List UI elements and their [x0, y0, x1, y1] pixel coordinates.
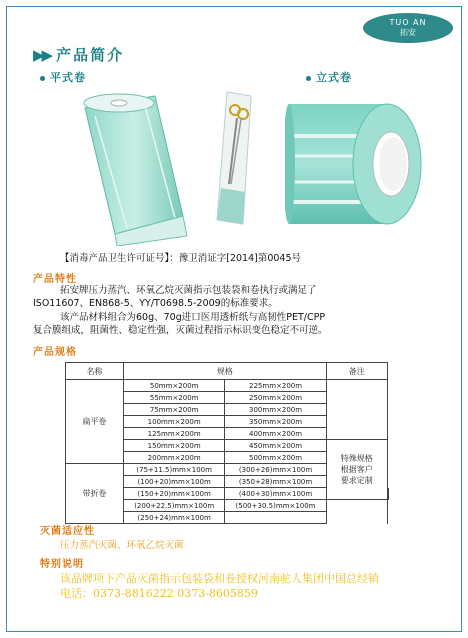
subheading-standing-roll: 立式卷 [306, 69, 352, 85]
table-cell: (350+28)mm×100m [225, 476, 326, 488]
table-cell: (75+11.5)mm×100m [124, 464, 225, 476]
table-cell: 150mm×200m [124, 440, 225, 452]
brand-logo [363, 13, 453, 43]
table-cell: (400+30)mm×100m [225, 488, 326, 500]
row-label-flat-roll: 扁平卷 [66, 380, 124, 464]
pouch-with-scissors-image [205, 88, 265, 228]
special-heading: 特别说明 [40, 559, 84, 570]
features-line-2: ISO11607、EN868-5、YY/T0698.5-2009的标准要求。 [33, 298, 278, 309]
table-cell: 225mm×200m [225, 380, 326, 392]
features-heading: 产品特性 [33, 274, 77, 285]
table-cell: (100+20)mm×100m [124, 476, 225, 488]
page-title: 产品简介 [56, 46, 125, 64]
table-cell: (300+26)mm×100m [225, 464, 326, 476]
table-cell: 55mm×200m [124, 392, 225, 404]
table-cell [225, 512, 326, 524]
table-cell: 125mm×200m [124, 428, 225, 440]
special-line-2: 电话：0373-8816222 0373-8605859 [60, 587, 258, 600]
table-cell: 200mm×200m [124, 452, 225, 464]
table-cell: 400mm×200m [225, 428, 326, 440]
table-cell: (200+22.5)mm×100m [124, 500, 225, 512]
spec-table [65, 362, 389, 524]
table-cell: 450mm×200m [225, 440, 326, 452]
features-line-3: 该产品材料组合为60g、70g进口医用透析纸与高韧性PET/CPP [60, 312, 326, 323]
flat-roll-image [55, 86, 195, 246]
row-label-gusset-roll: 带折卷 [66, 464, 124, 524]
table-cell: 50mm×200m [124, 380, 225, 392]
note-cell: 特殊规格 根据客户 要求定制 [326, 440, 387, 500]
standing-roll-image [285, 86, 445, 246]
spec-heading: 产品规格 [33, 347, 77, 358]
logo-text-en: TUO AN [389, 18, 427, 27]
table-cell: 250mm×200m [225, 392, 326, 404]
bullet-icon [306, 76, 311, 81]
features-line-4: 复合膜组成，阻菌性、稳定性强，灭菌过程指示标识变色稳定不可逆。 [33, 325, 328, 336]
table-row [66, 380, 389, 392]
sterilization-text: 压力蒸汽灭菌、环氧乙烷灭菌 [60, 540, 184, 551]
table-cell: (500+30.5)mm×100m [225, 500, 326, 512]
table-cell: 500mm×200m [225, 452, 326, 464]
column-header-size: 规格 [124, 363, 327, 380]
double-arrow-icon: ▶▶ [33, 45, 51, 64]
subheading-flat-roll: 平式卷 [40, 69, 86, 85]
features-line-1: 拓安牌压力蒸汽、环氧乙烷灭菌指示包装袋和卷执行或满足了 [60, 285, 317, 296]
table-cell: 350mm×200m [225, 416, 326, 428]
logo-text-cn: 拓安 [400, 28, 416, 37]
table-cell: 75mm×200m [124, 404, 225, 416]
table-cell: (250+24)mm×100m [124, 512, 225, 524]
section-title [33, 44, 124, 65]
table-header-row [66, 363, 389, 380]
column-header-name: 名称 [66, 363, 124, 380]
table-cell: 300mm×200m [225, 404, 326, 416]
special-line-1: 该品牌项下产品灭菌指示包装袋和卷授权河南驼人集团中国总经销 [60, 572, 379, 585]
bullet-icon [40, 76, 45, 81]
table-cell: 100mm×200m [124, 416, 225, 428]
table-cell: (150+20)mm×100m [124, 488, 225, 500]
sterilization-heading: 灭菌适应性 [40, 526, 95, 537]
column-header-note: 备注 [326, 363, 387, 380]
license-number: 【消毒产品卫生许可证号】：豫卫消证字[2014]第0045号 [60, 253, 302, 264]
